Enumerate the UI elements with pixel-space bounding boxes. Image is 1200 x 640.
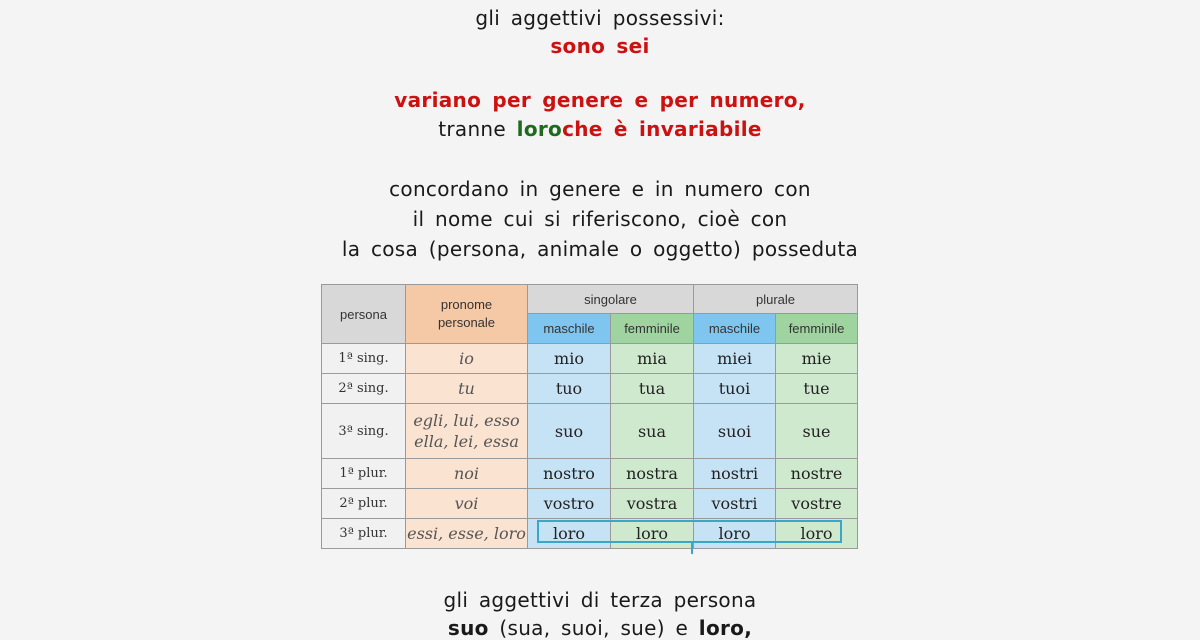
- cell-plur-masc: suoi: [694, 404, 776, 459]
- loro-highlight-tick: [691, 543, 693, 554]
- cell-pronome: [406, 404, 528, 459]
- header-persona: persona: [322, 285, 406, 344]
- table-row: [322, 404, 858, 459]
- header-pronome-2: personale: [437, 315, 496, 330]
- intro-line-4-word: loro: [516, 117, 563, 141]
- header-maschile-singolare: maschile: [528, 314, 611, 344]
- intro-line-1: gli aggettivi possessivi:: [475, 6, 725, 30]
- cell-persona: 2ª sing.: [322, 374, 406, 404]
- table-row: [322, 374, 858, 404]
- cell-pronome: noi: [406, 459, 528, 489]
- outro-middle: (sua, suoi, sue) e: [499, 616, 689, 640]
- cell-sing-fem: loro: [611, 519, 694, 549]
- header-maschile-plurale: maschile: [694, 314, 776, 344]
- table-row: [322, 459, 858, 489]
- intro-line-4: [0, 117, 1200, 141]
- header-singolare: singolare: [528, 285, 694, 314]
- header-pronome: [406, 285, 528, 344]
- table-row: [322, 344, 858, 374]
- cell-persona: 3ª sing.: [322, 404, 406, 459]
- intro-line-5: concordano in genere e in numero con: [389, 177, 811, 201]
- cell-sing-fem: vostra: [611, 489, 694, 519]
- outro-loro: loro,: [698, 616, 753, 640]
- cell-pronome: voi: [406, 489, 528, 519]
- cell-plur-fem: vostre: [776, 489, 858, 519]
- cell-sing-masc: vostro: [528, 489, 611, 519]
- cell-sing-fem: sua: [611, 404, 694, 459]
- cell-sing-fem: mia: [611, 344, 694, 374]
- cell-plur-masc: nostri: [694, 459, 776, 489]
- cell-sing-masc: loro: [528, 519, 611, 549]
- intro-line-4-post: che è invariabile: [562, 117, 762, 141]
- outro-suo: suo: [447, 616, 489, 640]
- intro-line-7: la cosa (persona, animale o oggetto) posseduta: [341, 237, 859, 261]
- cell-persona: 1ª plur.: [322, 459, 406, 489]
- cell-plur-masc: tuoi: [694, 374, 776, 404]
- cell-sing-fem: nostra: [611, 459, 694, 489]
- cell-plur-fem: nostre: [776, 459, 858, 489]
- cell-pronome-line-1: egli, lui, esso: [413, 411, 520, 430]
- header-plurale: plurale: [694, 285, 858, 314]
- cell-pronome: tu: [406, 374, 528, 404]
- cell-plur-masc: loro: [694, 519, 776, 549]
- cell-plur-fem: loro: [776, 519, 858, 549]
- cell-sing-masc: suo: [528, 404, 611, 459]
- cell-plur-fem: tue: [776, 374, 858, 404]
- cell-sing-masc: tuo: [528, 374, 611, 404]
- intro-line-4-pre: tranne: [438, 117, 506, 141]
- header-pronome-1: pronome: [440, 297, 493, 312]
- intro-line-3: variano per genere e per numero,: [394, 88, 806, 112]
- cell-plur-masc: vostri: [694, 489, 776, 519]
- outro-line-1: gli aggettivi di terza persona: [443, 588, 757, 612]
- loro-highlight-box: [537, 520, 842, 543]
- cell-pronome: io: [406, 344, 528, 374]
- outro-line-2: [0, 616, 1200, 640]
- header-femminile-singolare: femminile: [611, 314, 694, 344]
- cell-pronome-line-2: ella, lei, essa: [414, 432, 519, 451]
- header-femminile-plurale: femminile: [776, 314, 858, 344]
- cell-persona: 1ª sing.: [322, 344, 406, 374]
- cell-plur-fem: mie: [776, 344, 858, 374]
- cell-sing-masc: mio: [528, 344, 611, 374]
- intro-line-2: sono sei: [550, 34, 650, 58]
- cell-plur-fem: sue: [776, 404, 858, 459]
- possessive-table: [321, 284, 858, 549]
- cell-sing-fem: tua: [611, 374, 694, 404]
- cell-persona: 3ª plur.: [322, 519, 406, 549]
- cell-persona: 2ª plur.: [322, 489, 406, 519]
- cell-pronome: essi, esse, loro: [406, 519, 528, 549]
- cell-sing-masc: nostro: [528, 459, 611, 489]
- intro-line-6: il nome cui si riferiscono, cioè con: [412, 207, 788, 231]
- cell-plur-masc: miei: [694, 344, 776, 374]
- table-row: [322, 489, 858, 519]
